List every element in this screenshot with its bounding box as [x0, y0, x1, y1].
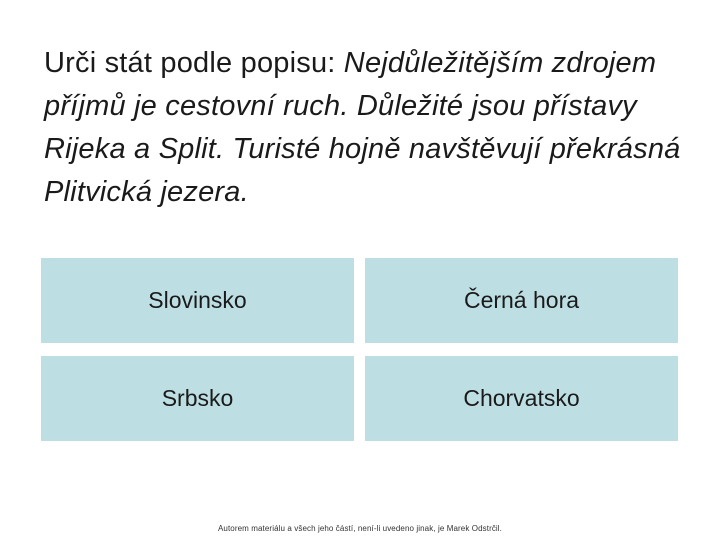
answer-option-chorvatsko[interactable]: Chorvatsko — [365, 356, 678, 441]
author-footer: Autorem materiálu a všech jeho částí, není-li uvedeno jinak, je Marek Odstrčil. — [217, 524, 503, 533]
question-text — [44, 42, 684, 214]
answer-option-srbsko[interactable]: Srbsko — [41, 356, 354, 441]
question-instruction: Urči stát podle popisu: — [44, 47, 344, 79]
answer-option-cerna-hora[interactable]: Černá hora — [365, 258, 678, 343]
answer-grid — [41, 258, 678, 441]
question-description: Nejdůležitějším zdrojem příjmů je cestovní ruch. Důležité jsou přístavy Rijeka a Split. Turisté hojně navštěvují překrásná Plitvická jezera. — [44, 47, 681, 208]
answer-option-slovinsko[interactable]: Slovinsko — [41, 258, 354, 343]
